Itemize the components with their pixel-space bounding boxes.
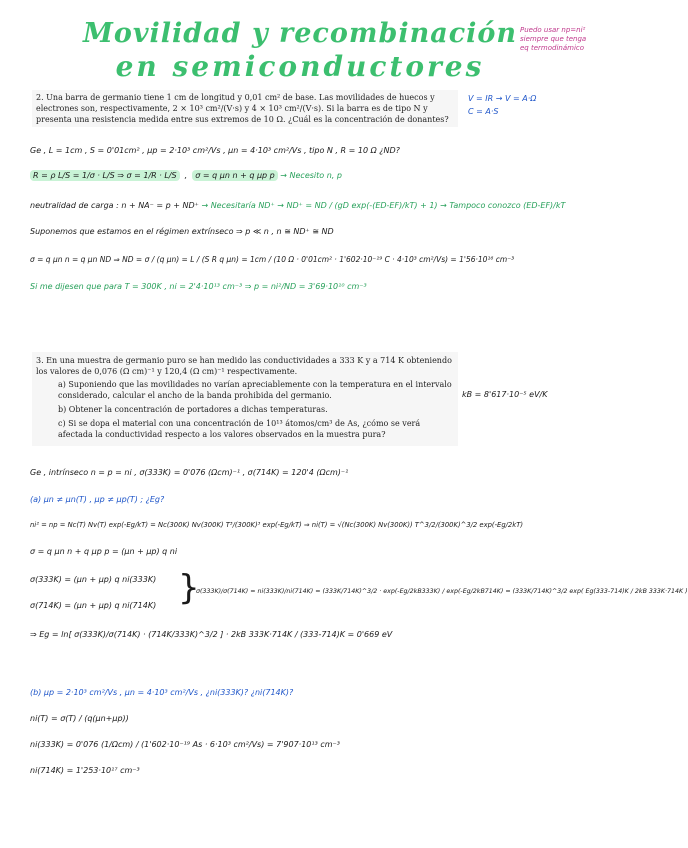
problem-2-statement — [32, 90, 458, 127]
problem-3-item-b: b) Obtener la concentración de portadores a dichas temperaturas. — [58, 405, 328, 414]
neutrality-eq: neutralidad de carga : n + NA⁻ = p + ND⁺ — [30, 201, 199, 210]
p3-ni-714: ni(714K) = 1'253·10¹⁷ cm⁻³ — [30, 766, 140, 775]
p3-sigma-333: σ(333K) = (μn + μp) q ni(333K) — [30, 575, 157, 584]
problem-3-intro: 3. En una muestra de germanio puro se han medido las conductividades a 333 K y a 714 K obteniendo los valores de 0,076 (Ω cm)⁻¹ y 120,4 (Ω cm)⁻¹ respectivamente. — [36, 356, 452, 376]
problem-3-item-a: a) Suponiendo que las movilidades no varían apreciablemente con la temperatura en el intervalo considerado, calcular el ancho de la banda prohibida del germanio. — [58, 380, 452, 400]
p3-part-a-header: (a) μn ≠ μn(T) , μp ≠ μp(T) ; ¿Eg? — [30, 495, 165, 504]
page-title-line2: en semiconductores — [115, 50, 485, 83]
problem-3-item-c: c) Si se dopa el material con una concentración de 10¹³ átomos/cm³ de As, ¿cómo se verá afectada la conductividad respecto a los valores observados en la muestra pura? — [58, 419, 421, 439]
p2-extra-line: Si me dijesen que para T = 300K , ni = 2'4·10¹³ cm⁻³ ⇒ p = ni²/ND = 3'69·10¹⁰ cm⁻³ — [30, 282, 367, 291]
problem-2-text: 2. Una barra de germanio tiene 1 cm de longitud y 0,01 cm² de base. Las movilidades de huecos y electrones son, respectivamente, 2 × 10³ cm²/(V·s) y 4 × 10³ cm²/(V·s). Si la barra es de tipo N y presenta una resistencia medida entre sus extremos de 10 Ω. ¿Cuál es la concentración de donantes? — [36, 93, 449, 124]
unit-note-2: C = A·S — [468, 107, 499, 116]
p2-result-line: σ = q μn n = q μn ND ⇒ ND = σ / (q μn) = L / (S R q μn) = 1cm / (10 Ω · 0'01cm² · 1'602·10⁻¹⁹ C · 4·10³ cm²/Vs) = 1'56·10¹⁶ cm⁻³ — [30, 255, 515, 264]
side-note: Puedo usar np=ni² siempre que tenga eq termodinámico — [520, 26, 587, 52]
p3-part-b-header: (b) μp = 2·10³ cm²/Vs , μn = 4·10³ cm²/Vs , ¿ni(333K)? ¿ni(714K)? — [30, 688, 294, 697]
p2-neutrality-line — [30, 201, 565, 210]
p2-data-line: Ge , L = 1cm , S = 0'01cm² , μp = 2·10³ cm²/Vs , μn = 4·10³ cm²/Vs , tipo N , R = 10 Ω ¿ND? — [30, 146, 400, 155]
p3-data-line: Ge , intrínseco n = p = ni , σ(333K) = 0'076 (Ωcm)⁻¹ , σ(714K) = 120'4 (Ωcm)⁻¹ — [30, 468, 349, 477]
p3-ratio-equation: σ(333K)/σ(714K) = ni(333K)/ni(714K) = (333K/714K)^3/2 · exp(-Eg/2kB333K) / exp(-Eg/2kB714K) = (333K/714K)^3/2 exp( Eg(333-714)K / 2kB 333K·714K ) — [196, 588, 688, 595]
conductivity-highlight: σ = q μn n + q μp p — [192, 170, 277, 181]
unknown-energy-note: → Tampoco conozco (ED-EF)/kT — [440, 201, 566, 210]
unit-note-1: V = IR → V = A·Ω — [468, 94, 537, 103]
page-title-line1: Movilidad y recombinación — [82, 18, 518, 49]
resistance-highlight: R = ρ L/S = 1/σ · L/S ⇒ σ = 1/R · L/S — [30, 170, 180, 181]
boltzmann-constant: kB = 8'617·10⁻⁵ eV/K — [462, 390, 548, 399]
p3-eg-result: ⇒ Eg = ln[ σ(333K)/σ(714K) · (714K/333K)^3/2 ] · 2kB 333K·714K / (333-714)K = 0'669 eV — [30, 630, 393, 639]
problem-3-statement — [32, 352, 458, 446]
p2-extrinsic-line: Suponemos que estamos en el régimen extrínseco ⇒ p ≪ n , n ≅ ND⁺ ≅ ND — [30, 227, 334, 236]
system-brace: } — [178, 568, 200, 608]
neutrality-note: → Necesitaría ND⁺ → ND⁺ = ND / (gD exp(-(ED-EF)/kT) + 1) — [201, 201, 438, 210]
p3-ni-333: ni(333K) = 0'076 (1/Ωcm) / (1'602·10⁻¹⁹ As · 6·10³ cm²/Vs) = 7'907·10¹³ cm⁻³ — [30, 740, 340, 749]
p3-ni-equation: ni² = np = Nc(T) Nv(T) exp(-Eg/kT) = Nc(300K) Nv(300K) T³/(300K)³ exp(-Eg/kT) ⇒ ni(T) = √(Nc(300K) Nv(300K)) T^3/2/(300K)^3/2 exp(-Eg/2kT) — [30, 521, 523, 529]
p3-sigma-equation: σ = q μn n + q μp p = (μn + μp) q ni — [30, 547, 178, 556]
need-np-note: → Necesito n, p — [280, 171, 342, 180]
p3-sigma-714: σ(714K) = (μn + μp) q ni(714K) — [30, 601, 157, 610]
p2-resistance-line: R = ρ L/S = 1/σ · L/S ⇒ σ = 1/R · L/S , σ = q μn n + q μp p → Necesito n, p — [30, 171, 342, 180]
p3-ni-formula: ni(T) = σ(T) / (q(μn+μp)) — [30, 714, 129, 723]
